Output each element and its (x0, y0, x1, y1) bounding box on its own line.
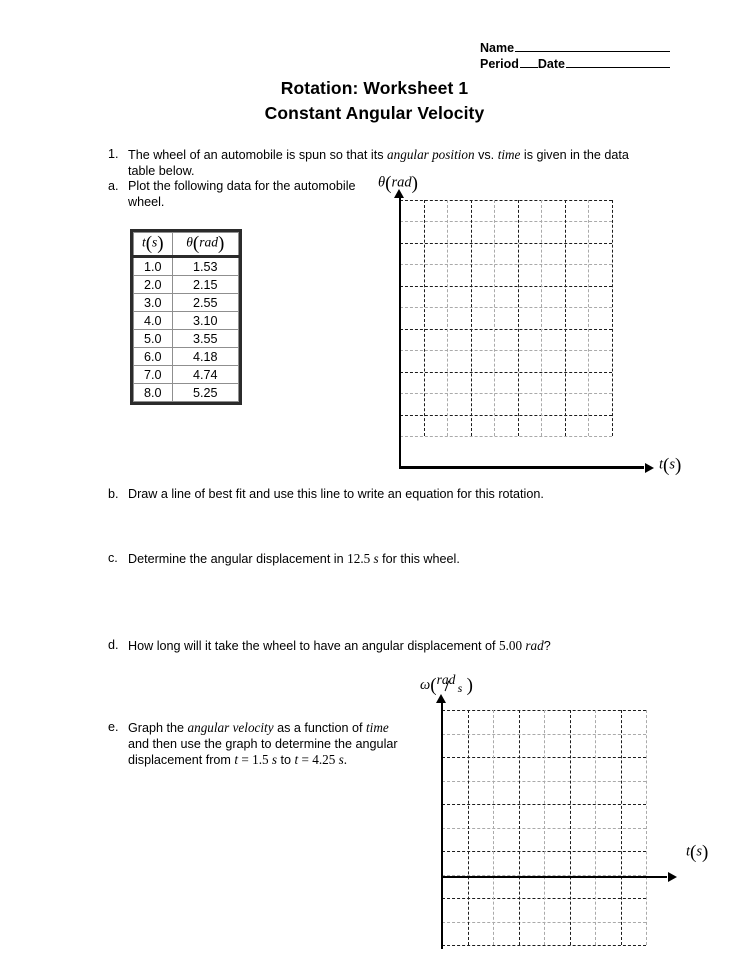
cell-time: 6.0 (134, 348, 173, 366)
graph1-x-axis (399, 466, 644, 469)
graph1-y-axis-label: θ(rad) (378, 173, 418, 194)
worksheet-title-line2: Constant Angular Velocity (264, 103, 485, 123)
question-e-text-part4: to (277, 753, 295, 767)
table-header-row (134, 233, 239, 257)
gridline-horizontal (400, 436, 612, 437)
question-e-text-part3: and then use the graph to determine the angular displacement from (128, 736, 398, 767)
question-b (108, 487, 648, 503)
question-c-body (128, 551, 648, 568)
graph2-x-axis (441, 876, 667, 879)
cell-time: 8.0 (134, 384, 173, 402)
question-d-value: 5.00 (499, 638, 523, 653)
cell-theta: 4.18 (172, 348, 238, 366)
gridline-vertical (518, 200, 519, 436)
question-e-emph-angular-velocity: angular velocity (187, 720, 274, 735)
name-write-line[interactable] (515, 40, 670, 52)
question-c-text-part1: Determine the angular displacement in (128, 552, 348, 566)
column-header-theta: θ(rad) (172, 233, 238, 257)
graph2-y-axis-arrow (436, 694, 446, 703)
question-e-marker: e. (108, 720, 119, 734)
question-a-marker: a. (108, 179, 119, 193)
table-row (134, 294, 239, 312)
gridline-vertical (541, 200, 542, 436)
question-1-emph-angular-position: angular position (387, 147, 475, 162)
question-e-body (128, 720, 398, 769)
question-e-text-part1: Graph the (128, 721, 188, 735)
name-field-row (480, 40, 670, 56)
gridline-vertical (494, 200, 495, 436)
question-e-equals-2: = (298, 752, 313, 767)
gridline-horizontal (400, 393, 612, 394)
question-1-text-part2: vs. (474, 148, 498, 162)
period-date-field-row (480, 56, 670, 72)
graph2-x-axis-arrow (668, 872, 677, 882)
question-c-text-part2: for this wheel. (378, 552, 460, 566)
question-e-t-end: 4.25 (312, 752, 336, 767)
worksheet-title-line1: Rotation: Worksheet 1 (280, 78, 469, 98)
table-row (134, 276, 239, 294)
gridline-horizontal (400, 243, 612, 244)
graph1-y-axis-arrow (394, 189, 404, 198)
cell-theta: 2.55 (172, 294, 238, 312)
date-label: Date (537, 57, 565, 71)
gridline-vertical (447, 200, 448, 436)
table-row (134, 384, 239, 402)
period-label: Period (480, 57, 519, 71)
question-d-body (128, 638, 648, 655)
question-e-unit-2: s (338, 752, 344, 767)
cell-theta: 4.74 (172, 366, 238, 384)
table-row (134, 366, 239, 384)
cell-theta: 5.25 (172, 384, 238, 402)
gridline-vertical (612, 200, 613, 436)
question-e-equals-1: = (238, 752, 253, 767)
graph1-x-axis-arrow (645, 463, 654, 473)
graph1-x-axis-label: t(s) (659, 455, 682, 476)
rad-per-second-fraction: rad s (436, 672, 463, 695)
cell-time: 7.0 (134, 366, 173, 384)
question-e-t-start: 1.5 (252, 752, 269, 767)
gridline-vertical (424, 200, 425, 436)
gridline-vertical (544, 710, 545, 945)
question-c-marker: c. (108, 551, 118, 565)
table-row (134, 312, 239, 330)
question-d-text-part1: How long will it take the wheel to have an angular displacement of (128, 639, 500, 653)
column-header-time: t(s) (134, 233, 173, 257)
gridline-horizontal (442, 945, 646, 946)
cell-theta: 3.10 (172, 312, 238, 330)
gridline-vertical (519, 710, 520, 945)
gridline-vertical (468, 710, 469, 945)
cell-theta: 1.53 (172, 257, 238, 276)
gridline-horizontal (400, 329, 612, 330)
data-table-container (130, 229, 242, 405)
graph2-grid (442, 710, 646, 945)
question-c-value: 12.5 (347, 551, 371, 566)
data-table-body (134, 257, 239, 402)
question-e-t-var-2: t (294, 752, 299, 767)
gridline-horizontal (400, 264, 612, 265)
gridline-horizontal (400, 286, 612, 287)
question-e (108, 720, 398, 769)
question-e-period: . (343, 752, 348, 767)
table-row (134, 257, 239, 276)
gridline-horizontal (400, 221, 612, 222)
question-1-text-part1: The wheel of an automobile is spun so that its (128, 148, 388, 162)
gridline-horizontal (400, 200, 612, 201)
cell-time: 2.0 (134, 276, 173, 294)
period-write-line[interactable] (520, 56, 538, 68)
graph2-x-axis-label: t(s) (686, 841, 709, 863)
question-e-text-part2: as a function of (273, 721, 366, 735)
table-row (134, 348, 239, 366)
cell-time: 4.0 (134, 312, 173, 330)
question-d-text-part2: ? (543, 639, 551, 653)
cell-time: 5.0 (134, 330, 173, 348)
data-table-head (134, 233, 239, 257)
gridline-vertical (595, 710, 596, 945)
cell-time: 3.0 (134, 294, 173, 312)
question-d-unit: rad (525, 638, 544, 653)
gridline-vertical (621, 710, 622, 945)
gridline-horizontal (400, 350, 612, 351)
question-b-marker: b. (108, 487, 119, 501)
gridline-vertical (646, 710, 647, 945)
gridline-horizontal (400, 372, 612, 373)
gridline-horizontal (400, 415, 612, 416)
graph2-y-axis-label: ω( rad s ) (420, 672, 473, 697)
question-c-unit: s (373, 551, 379, 566)
data-table (133, 232, 239, 402)
question-a (108, 179, 358, 210)
question-e-t-var-1: t (234, 752, 239, 767)
gridline-vertical (471, 200, 472, 436)
gridline-vertical (493, 710, 494, 945)
cell-theta: 2.15 (172, 276, 238, 294)
date-write-line[interactable] (566, 56, 670, 68)
graph1-grid (400, 200, 612, 436)
cell-time: 1.0 (134, 257, 173, 276)
gridline-vertical (588, 200, 589, 436)
table-row (134, 330, 239, 348)
question-1-emph-time: time (497, 147, 521, 162)
name-label: Name (480, 41, 515, 55)
question-1-marker: 1. (108, 147, 119, 161)
gridline-vertical (565, 200, 566, 436)
question-1-text-part3: is given in the data table below. (128, 148, 629, 178)
gridline-vertical (570, 710, 571, 945)
question-b-text: Draw a line of best fit and use this line to write an equation for this rotation. (128, 487, 544, 501)
question-c (108, 551, 648, 568)
graph1-y-axis (399, 198, 402, 466)
cell-theta: 3.55 (172, 330, 238, 348)
graph2-y-axis (441, 703, 444, 949)
question-d-marker: d. (108, 638, 119, 652)
question-e-emph-time: time (366, 720, 389, 735)
gridline-horizontal (400, 307, 612, 308)
question-e-unit-1: s (271, 752, 278, 767)
question-a-text: Plot the following data for the automobile wheel. (128, 179, 356, 209)
question-d (108, 638, 648, 655)
student-info-block (480, 40, 670, 72)
